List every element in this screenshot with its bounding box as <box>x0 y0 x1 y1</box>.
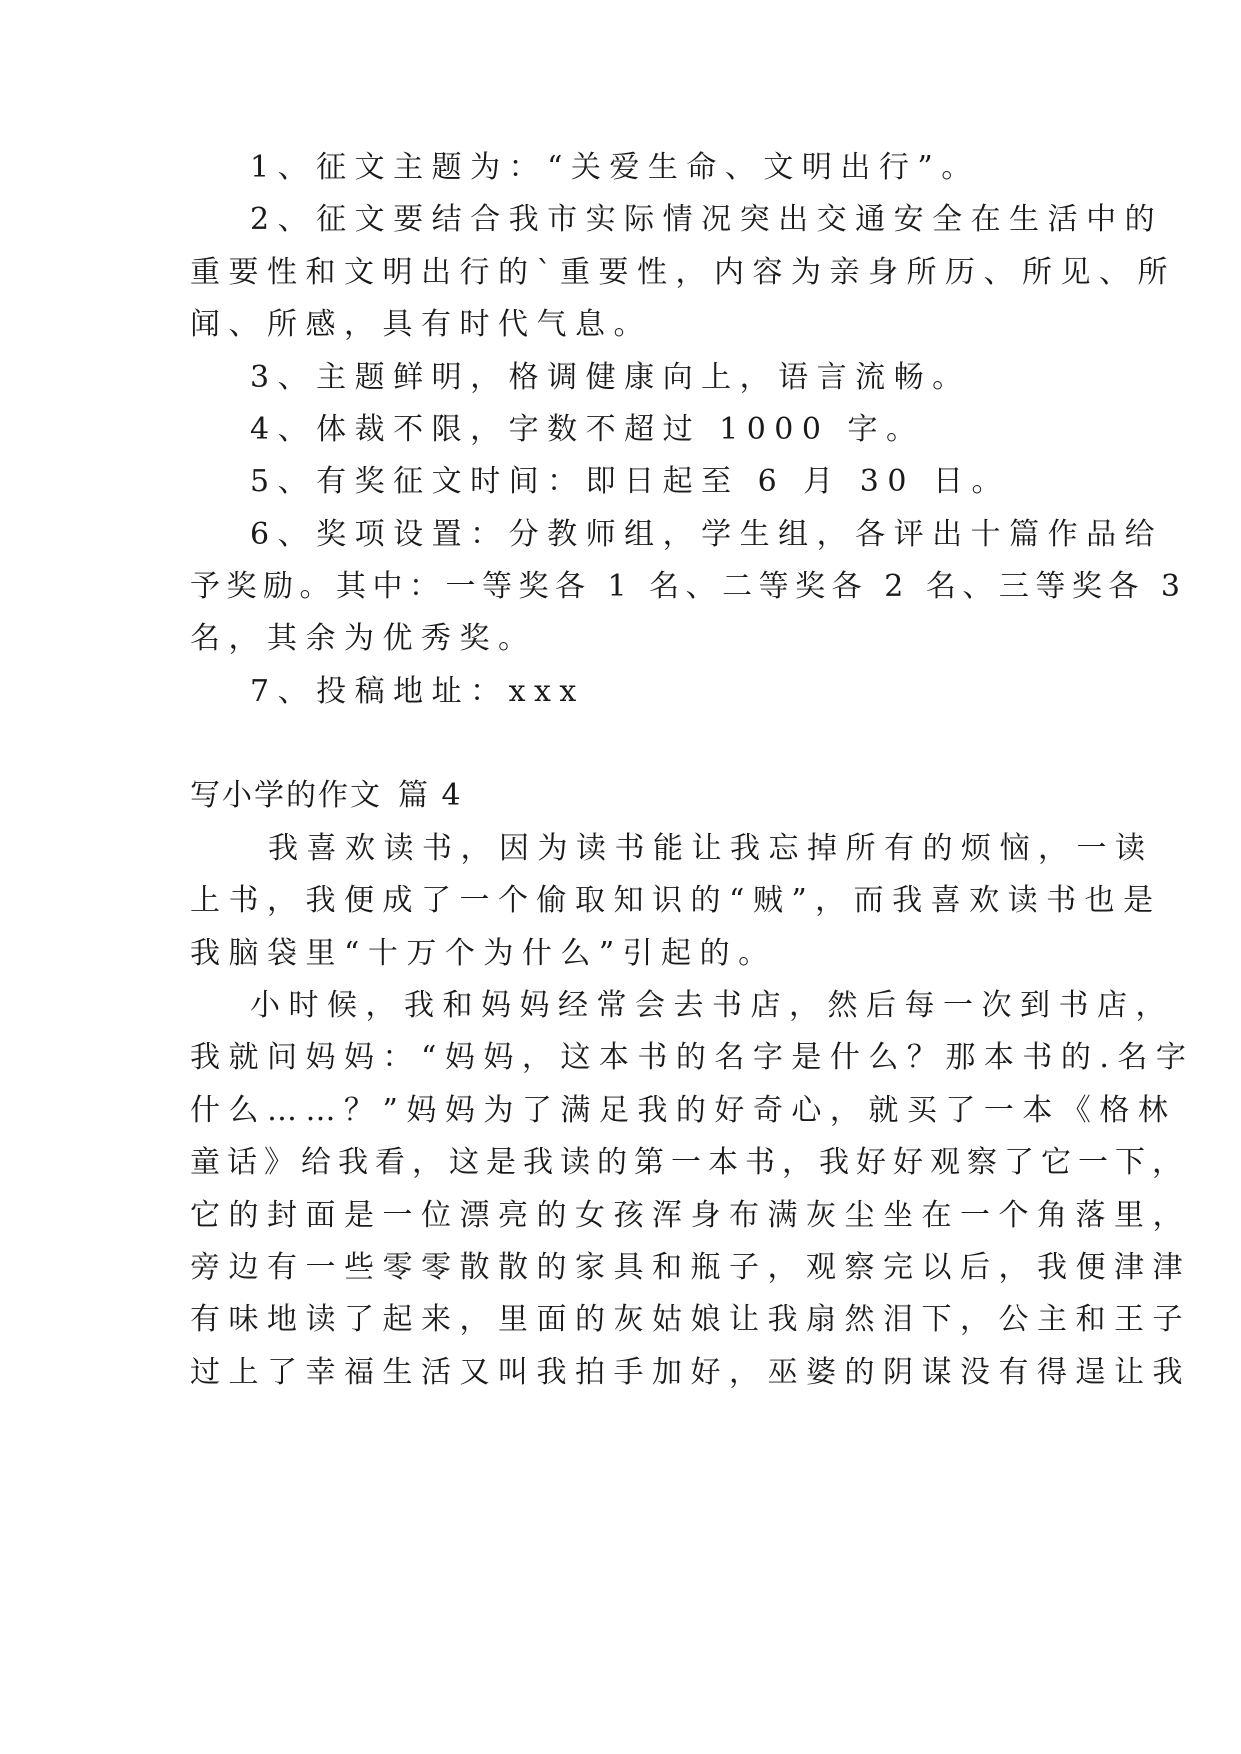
para-1-line-2: 上书，我便成了一个偷取知识的“贼”，而我喜欢读书也是 <box>190 883 1162 918</box>
item-2-line-3: 闻、所感，具有时代气息。 <box>190 307 652 342</box>
item-1-text: 1、征文主题为：“关爱生命、文明出行”。 <box>250 150 980 185</box>
para-2-line-4: 童话》给我看，这是我读的第一本书，我好好观察了它一下， <box>190 1145 1189 1180</box>
section-title-text: 写小学的作文 <box>190 778 382 813</box>
item-6-line-1: 6、奖项设置：分教师组，学生组，各评出十篇作品给 <box>250 517 1164 552</box>
para-1-line-1: 我喜欢读书，因为读书能让我忘掉所有的烦恼，一读 <box>268 831 1154 866</box>
section-title <box>190 776 463 816</box>
para-1-line-3: 我脑袋里“十万个为什么”引起的。 <box>190 936 777 971</box>
item-6-line-2: 予奖励。其中：一等奖各 1 名、二等奖各 2 名、三等奖各 3 <box>190 569 1187 604</box>
item-6-line-3: 名，其余为优秀奖。 <box>190 621 537 656</box>
para-2-line-2: 我就问妈妈：“妈妈，这本书的名字是什么？那本书的.名字 <box>190 1040 1195 1075</box>
para-2-line-8: 过上了幸福生活又叫我拍手加好，巫婆的阴谋没有得逞让我 <box>190 1355 1191 1390</box>
item-2-line-1: 2、征文要结合我市实际情况突出交通安全在生活中的 <box>250 202 1164 237</box>
para-2-line-7: 有味地读了起来，里面的灰姑娘让我扇然泪下，公主和王子 <box>190 1302 1191 1337</box>
section-title-number: 篇 4 <box>398 778 463 813</box>
item-4-text: 4、体裁不限，字数不超过 1000 字。 <box>250 412 925 447</box>
item-7-text: 7、投稿地址：xxx <box>250 674 585 709</box>
item-3-text: 3、主题鲜明，格调健康向上，语言流畅。 <box>250 360 971 395</box>
para-2-line-3: 什么……？”妈妈为了满足我的好奇心，就买了一本《格林 <box>190 1093 1177 1128</box>
item-2-line-2: 重要性和文明出行的`重要性，内容为亲身所历、所见、所 <box>190 255 1176 290</box>
para-2-line-1: 小时候，我和妈妈经常会去书店，然后每一次到书店， <box>250 988 1174 1023</box>
item-5-text: 5、有奖征文时间：即日起至 6 月 30 日。 <box>250 464 1010 499</box>
para-2-line-6: 旁边有一些零零散散的家具和瓶子，观察完以后，我便津津 <box>190 1250 1191 1285</box>
para-2-line-5: 它的封面是一位漂亮的女孩浑身布满灰尘坐在一个角落里， <box>190 1198 1191 1233</box>
